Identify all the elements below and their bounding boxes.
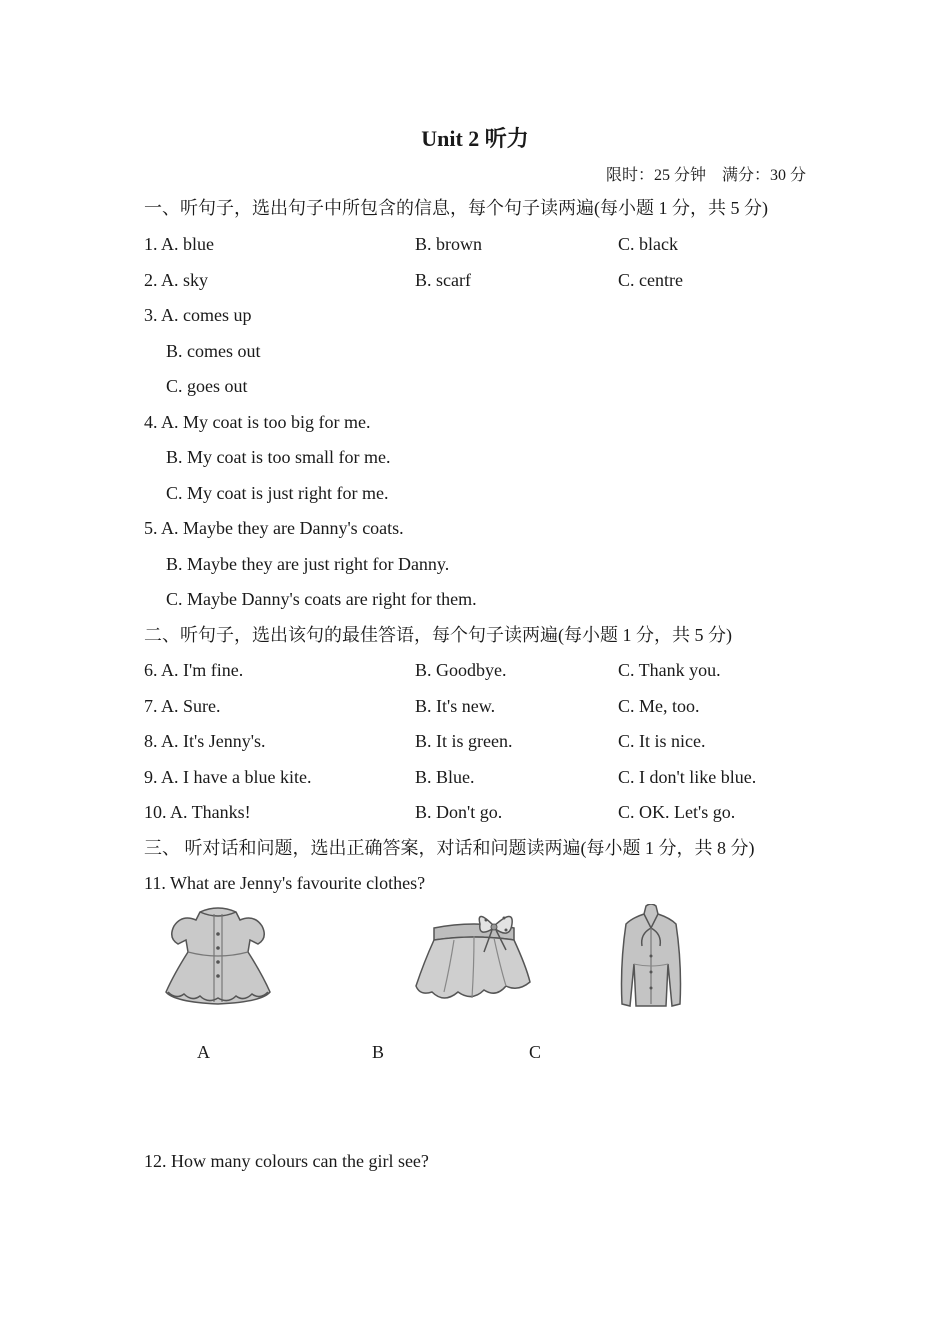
q5-option-a: 5. A. Maybe they are Danny's coats.: [144, 518, 404, 538]
q8-option-a: 8. A. It's Jenny's.: [144, 731, 266, 751]
q3-option-b: B. comes out: [166, 341, 261, 361]
q4-option-a: 4. A. My coat is too big for me.: [144, 412, 371, 432]
q3-option-c: C. goes out: [166, 376, 248, 396]
q7-option-b: B. It's new.: [415, 696, 496, 716]
q4-option-b: B. My coat is too small for me.: [166, 447, 391, 467]
q11-question: 11. What are Jenny's favourite clothes?: [144, 873, 426, 893]
q5-option-b: B. Maybe they are just right for Danny.: [166, 554, 450, 574]
q7-option-a: 7. A. Sure.: [144, 696, 221, 716]
q1-option-b: B. brown: [415, 234, 482, 254]
section-3-heading: 三、 听对话和问题，选出正确答案，对话和问题读两遍(每小题 1 分，共 8 分): [144, 838, 755, 858]
q5-option-c: C. Maybe Danny's coats are right for them.: [166, 589, 477, 609]
q6-option-c: C. Thank you.: [618, 660, 721, 680]
q6-option-a: 6. A. I'm fine.: [144, 660, 244, 680]
skirt-illustration: [414, 906, 532, 1010]
q4-option-c: C. My coat is just right for me.: [166, 483, 389, 503]
q9-option-c: C. I don't like blue.: [618, 767, 757, 787]
q10-option-a: 10. A. Thanks!: [144, 802, 251, 822]
section-1-heading: 一、听句子，选出句子中所包含的信息，每个句子读两遍(每小题 1 分，共 5 分): [144, 198, 768, 218]
option-c-label: C: [529, 1042, 542, 1062]
q10-option-b: B. Don't go.: [415, 802, 503, 822]
q9-option-a: 9. A. I have a blue kite.: [144, 767, 312, 787]
q2-option-b: B. scarf: [415, 270, 471, 290]
section-2-heading: 二、听句子，选出该句的最佳答语，每个句子读两遍(每小题 1 分，共 5 分): [144, 625, 732, 645]
q2-option-c: C. centre: [618, 270, 683, 290]
page-title: Unit 2 听力: [421, 126, 529, 151]
time-score-info: 限时：25 分钟 满分：30 分: [605, 167, 806, 184]
option-b-label: B: [372, 1042, 385, 1062]
q8-option-c: C. It is nice.: [618, 731, 706, 751]
q9-option-b: B. Blue.: [415, 767, 475, 787]
q3-option-a: 3. A. comes up: [144, 305, 252, 325]
q12-question: 12. How many colours can the girl see?: [144, 1151, 429, 1171]
q6-option-b: B. Goodbye.: [415, 660, 507, 680]
dress-illustration: [162, 904, 274, 1008]
option-a-label: A: [197, 1042, 210, 1062]
q1-option-c: C. black: [618, 234, 678, 254]
q2-option-a: 2. A. sky: [144, 270, 209, 290]
q10-option-c: C. OK. Let's go.: [618, 802, 736, 822]
blouse-illustration: [618, 904, 684, 1010]
q1-option-a: 1. A. blue: [144, 234, 214, 254]
q8-option-b: B. It is green.: [415, 731, 513, 751]
q7-option-c: C. Me, too.: [618, 696, 700, 716]
